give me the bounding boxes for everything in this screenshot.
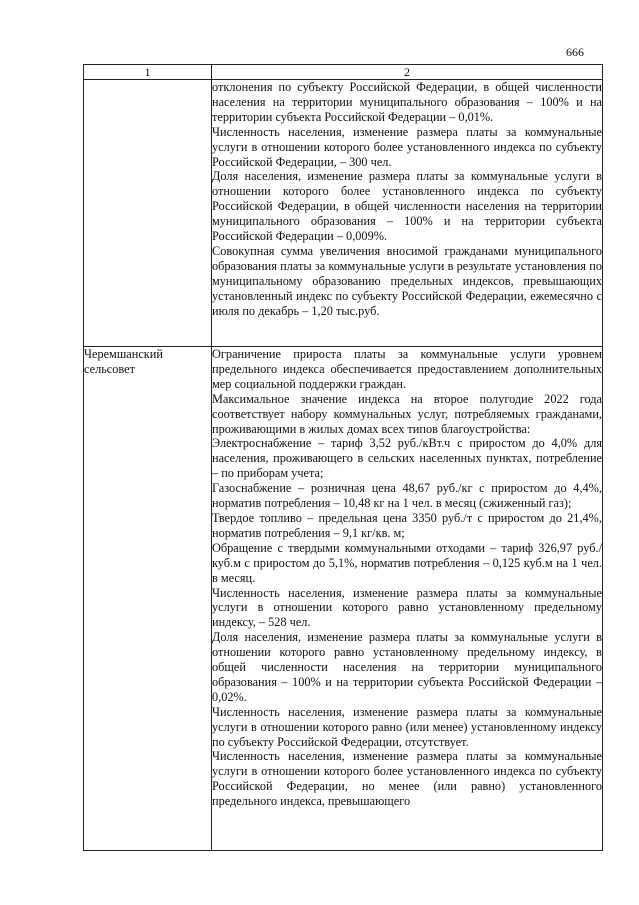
document-table [83, 64, 603, 851]
paragraph: Численность населения, изменение размера платы за коммунальные услуги в отношении которого более установленного индекса по субъекту Российской Федерации, – 300 чел. [212, 124, 602, 169]
paragraph: Максимальное значение индекса на второе полугодие 2022 года соответствует набору коммунальных услуг, потребляемых гражданами, проживающими в жилых домах всех типов благоустройства: [212, 391, 602, 436]
paragraph: Совокупная сумма увеличения вносимой гражданами муниципального образования платы за коммунальные услуги в результате установления по муниципальному образованию предельных индексов, превышающих установленный индекс по субъекту Российской Федерации, ежемесячно с июля по декабрь – 1,20 тыс.руб. [212, 243, 602, 318]
paragraph: Ограничение прироста платы за коммунальные услуги уровнем предельного индекса обеспечивается предоставлением дополнительных мер социальной поддержки граждан. [212, 347, 602, 391]
table-row [84, 80, 603, 347]
row-label [84, 80, 212, 347]
table-header-row [84, 65, 603, 80]
paragraph: Обращение с твердыми коммунальными отходами – тариф 326,97 руб./куб.м с приростом до 5,1%, норматив потребления – 0,125 куб.м на 1 чел. в месяц. [212, 540, 602, 585]
paragraph: Электроснабжение – тариф 3,52 руб./кВт.ч с приростом до 4,0% для населения, проживающего в сельских населенных пунктах, потребление – по приборам учета; [212, 436, 602, 481]
row-content [212, 347, 603, 851]
paragraph: отклонения по субъекту Российской Федерации, в общей численности населения на территории муниципального образования – 100% и на территории субъекта Российской Федерации – 0,01%. [212, 80, 602, 124]
row-label: Черемшанский сельсовет [84, 347, 212, 851]
paragraph: Численность населения, изменение размера платы за коммунальные услуги в отношении которого равно (или менее) установленному индексу по субъекту Российской Федерации, отсутствует. [212, 704, 602, 749]
paragraph: Доля населения, изменение размера платы за коммунальные услуги в отношении которого более установленного индекса по субъекту Российской Федерации, в общей численности населения на территории муниципального образования – 100% и на территории субъекта Российской Федерации – 0,009%. [212, 169, 602, 244]
paragraph: Твердое топливо – предельная цена 3350 руб./т с приростом до 21,4%, норматив потребления – 9,1 кг/кв. м; [212, 510, 602, 540]
row-content [212, 80, 603, 347]
column-header-1: 1 [84, 65, 212, 80]
paragraph: Доля населения, изменение размера платы за коммунальные услуги в отношении которого равно установленному предельному индексу, в общей численности населения на территории муниципального образования – 100% и на территории субъекта Российской Федерации – 0,02%. [212, 630, 602, 704]
paragraph: Численность населения, изменение размера платы за коммунальные услуги в отношении которого более установленного индекса по субъекту Российской Федерации, но менее (или равно) установленного предельного индекса, превышающего [212, 749, 602, 809]
paragraph: Численность населения, изменение размера платы за коммунальные услуги в отношении которого равно установленному предельному индексу, – 528 чел. [212, 585, 602, 630]
page-number: 666 [566, 45, 584, 59]
table-row [84, 347, 603, 851]
paragraph: Газоснабжение – розничная цена 48,67 руб./кг с приростом до 4,4%, норматив потребления – 10,48 кг на 1 чел. в месяц (сжиженный газ); [212, 481, 602, 511]
column-header-2: 2 [212, 65, 603, 80]
